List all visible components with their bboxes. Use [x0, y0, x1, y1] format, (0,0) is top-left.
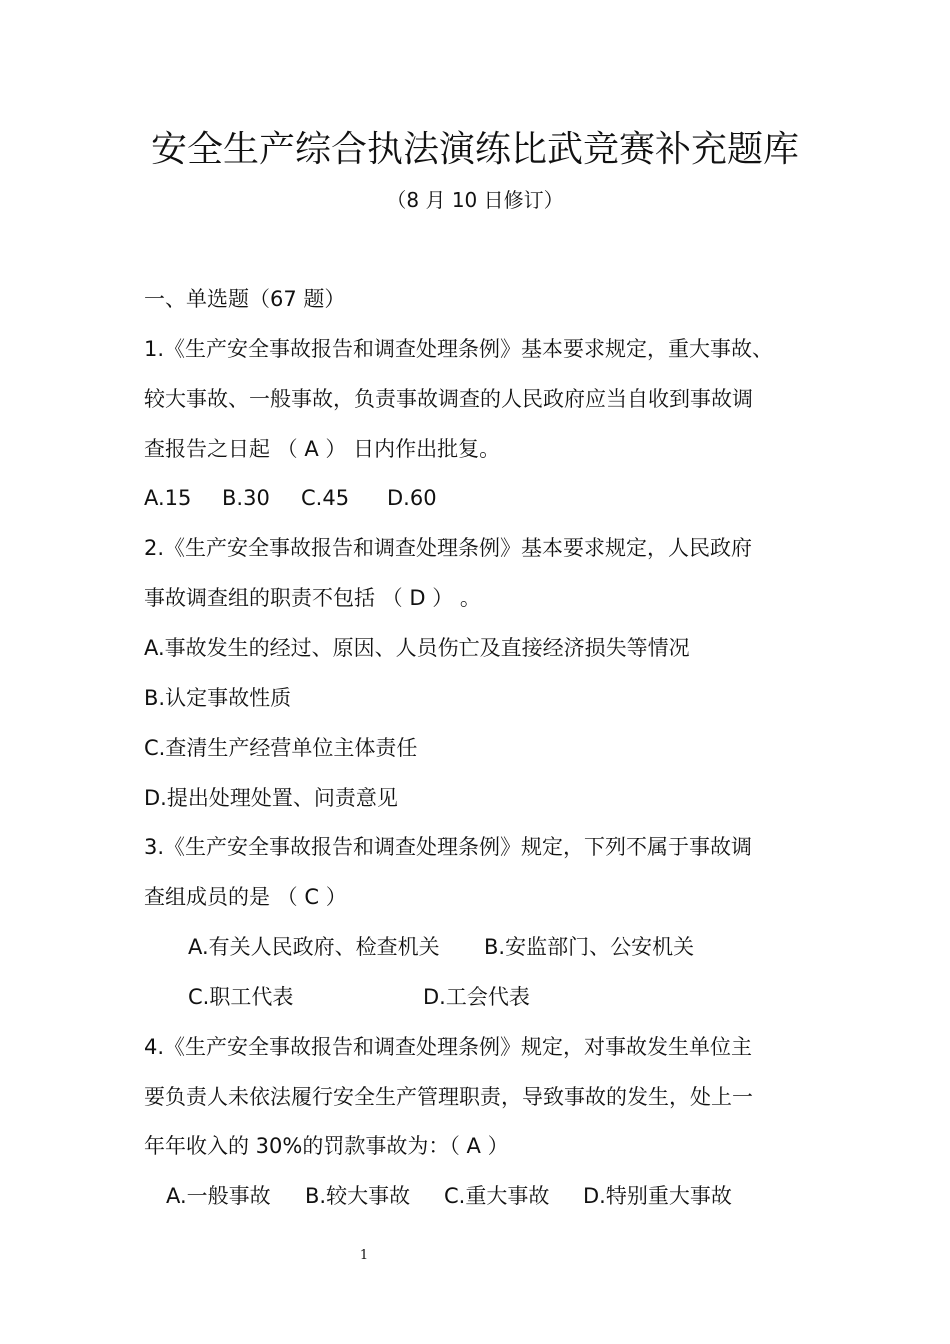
option-d: D.工会代表 [423, 985, 530, 1009]
question-text-line: 年年收入的 30%的罚款事故为：（ A ） [144, 1134, 509, 1158]
question-text-line: 查组成员的是 （ C ） [144, 885, 347, 909]
option-a: A.有关人民政府、检查机关 [188, 935, 440, 959]
question-text-line: 要负责人未依法履行安全生产管理职责，导致事故的发生，处上一 [144, 1085, 753, 1109]
options-row [188, 932, 694, 962]
question-text-line: 较大事故、一般事故，负责事故调查的人民政府应当自收到事故调 [144, 387, 753, 411]
options-row [188, 982, 530, 1012]
option-a: A.一般事故 [166, 1184, 271, 1208]
question-text-line: 4.《生产安全事故报告和调查处理条例》规定，对事故发生单位主 [144, 1035, 753, 1059]
option-b: B.认定事故性质 [144, 686, 292, 710]
option-d: D.60 [387, 486, 437, 510]
document-title: 安全生产综合执法演练比武竞赛补充题库 [150, 129, 799, 170]
question-text-line: 事故调查组的职责不包括 （ D ） 。 [144, 586, 481, 610]
option-b: B.安监部门、公安机关 [484, 935, 695, 959]
section-heading: 一、单选题（67 题） [144, 287, 346, 311]
option-c: C.查清生产经营单位主体责任 [144, 736, 418, 760]
question-text-line: 查报告之日起 （ A ） 日内作出批复。 [144, 437, 501, 461]
option-a: A.15 [144, 486, 192, 510]
option-b: B.30 [222, 486, 270, 510]
option-a: A.事故发生的经过、原因、人员伤亡及直接经济损失等情况 [144, 636, 690, 660]
question-text-line: 1.《生产安全事故报告和调查处理条例》基本要求规定，重大事故、 [144, 337, 774, 361]
option-d: D.特别重大事故 [583, 1184, 732, 1208]
page-number: 1 [359, 1248, 369, 1263]
document-subtitle: （8 月 10 日修订） [386, 188, 564, 212]
option-c: C.45 [301, 486, 350, 510]
question-text-line: 3.《生产安全事故报告和调查处理条例》规定，下列不属于事故调 [144, 835, 753, 859]
option-b: B.较大事故 [305, 1184, 411, 1208]
options-row [144, 483, 437, 513]
options-row [166, 1181, 732, 1211]
question-text-line: 2.《生产安全事故报告和调查处理条例》基本要求规定，人民政府 [144, 536, 753, 560]
option-c: C.重大事故 [444, 1184, 550, 1208]
option-d: D.提出处理处置、问责意见 [144, 786, 398, 810]
option-c: C.职工代表 [188, 985, 294, 1009]
